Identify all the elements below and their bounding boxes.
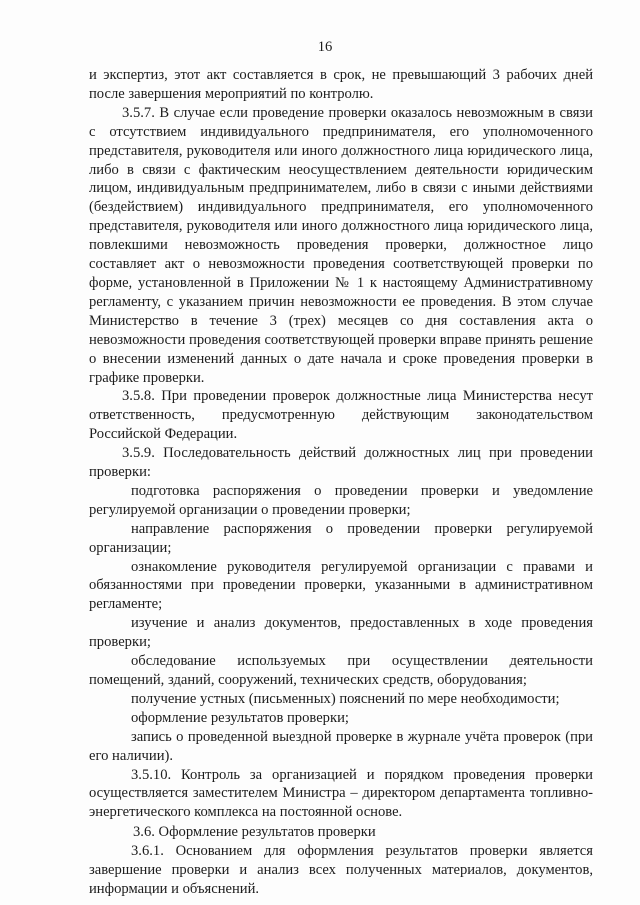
paragraph-3-5-7: 3.5.7. В случае если проведение проверки оказалось невозможным в связи с отсутствием индивидуального предпринимателя, его уполномоченного представителя, руководителя или иного должностного лица юридического лица, либо в связи с фактическим неосуществлением деятельности юридическим лицом, индивидуальным предпринимателем, либо в связи с иными действиями (бездействием) индивидуального предпринимателя, его уполномоченного представителя, руководителя или иного должностного лица юридического лица, повлекшими невозможность проведения проверки, должностное лицо составляет акт о невозможности проведения соответствующей проверки по форме, установленной в Приложении № 1 к настоящему Административному регламенту, с указанием причин невозможности ее проведения. В этом случае Министерство в течение 3 (трех) месяцев со дня составления акта о невозможности проведения соответствующей проверки вправе принять решение о внесении изменений данных о дате начала и сроке проведения проверки в графике проверки. — [89, 104, 593, 386]
list-item: направление распоряжения о проведении проверки регулируемой организации; — [89, 520, 593, 556]
list-item: ознакомление руководителя регулируемой организации с правами и обязанностями при проведении проверки, указанными в административном регламенте; — [89, 558, 593, 613]
paragraph-continuation: и экспертиз, этот акт составляется в срок, не превышающий 3 рабочих дней после завершения мероприятий по контролю. — [89, 67, 593, 102]
list-item: получение устных (письменных) пояснений по мере необходимости; — [131, 690, 560, 707]
document-body — [89, 66, 593, 899]
list-item: обследование используемых при осуществлении деятельности помещений, зданий, сооружений, технических средств, оборудования; — [89, 653, 593, 688]
section-heading-3-6: 3.6. Оформление результатов проверки — [133, 824, 376, 841]
list-item: запись о проведенной выездной проверке в журнале учёта проверок (при его наличии). — [89, 728, 593, 764]
paragraph-3-6-1: 3.6.1. Основанием для оформления результатов проверки является завершение проверки и анализ всех полученных материалов, документов, информации и объяснений. — [89, 843, 593, 897]
paragraph-3-5-8: 3.5.8. При проведении проверок должностные лица Министерства несут ответственность, предусмотренную действующим законодательством Российской Федерации. — [89, 388, 593, 443]
list-item: изучение и анализ документов, предоставленных в ходе проведения проверки; — [89, 615, 593, 651]
page-number: 16 — [317, 39, 333, 55]
paragraph-3-5-9: 3.5.9. Последовательность действий должностных лиц при проведении проверки: — [89, 445, 593, 481]
list-item: оформление результатов проверки; — [131, 709, 349, 726]
paragraph-3-5-10: 3.5.10. Контроль за организацией и порядком проведения проверки осуществляется заместителем Министра – директором департамента топливно-энергетического комплекса на постоянной основе. — [89, 766, 593, 821]
list-item: подготовка распоряжения о проведении проверки и уведомление регулируемой организации о проведении проверки; — [89, 482, 593, 518]
